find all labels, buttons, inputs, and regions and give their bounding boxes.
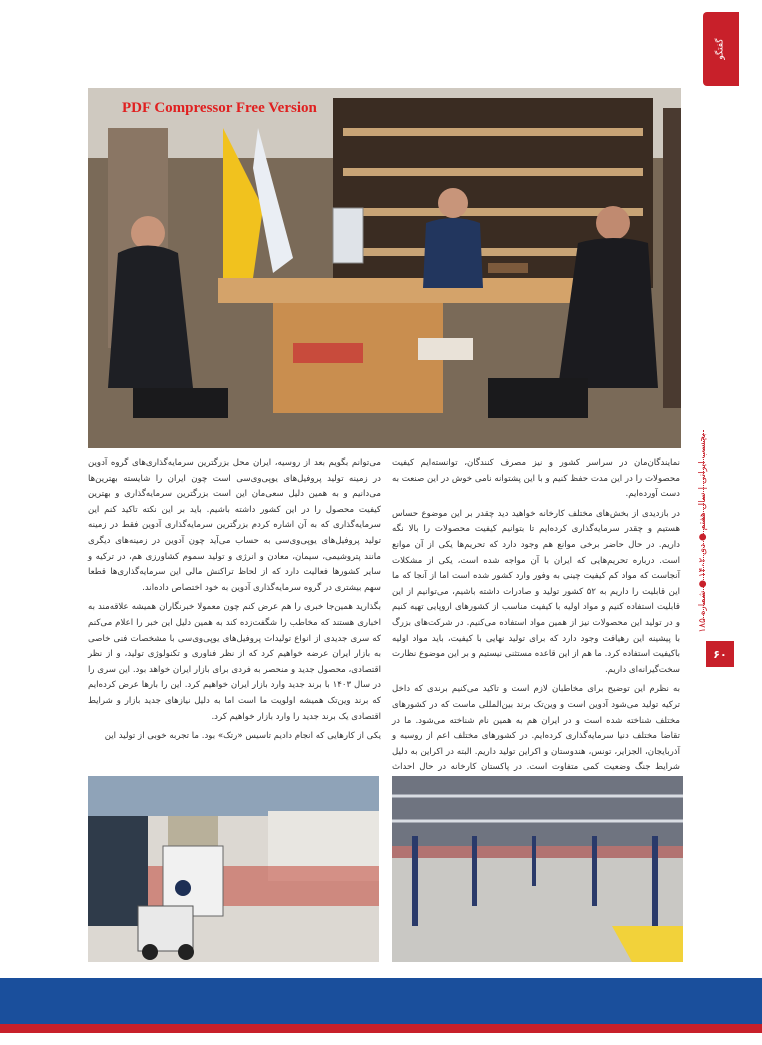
issue-caption: بچسب ایرانی | سال هفتم ● دی ۱۴۰۲ ● شماره ۱۸۵	[698, 433, 708, 633]
page-number: ۶۰	[706, 641, 734, 667]
warehouse-forklift-illustration	[88, 776, 379, 962]
paragraph: یکی از کارهایی که انجام دادیم تاسیس «رتک» بود. ما تجربه خوبی از تولید این	[104, 731, 381, 742]
section-tab	[703, 12, 739, 86]
paragraph: در بازدیدی از بخش‌های مختلف کارخانه خواهید دید چقدر بر این موضوع حساس هستیم و چقدر سرمایه‌گذاری کرده‌ایم تا بتوانیم کیفیت محصولات را بالا نگه داریم. در حال حاضر برخی موانع هم وجود دارد که تحریم‌ها یکی از آن موانع است. درباره تحریم‌هایی که ایران با آن مواجه شده است، یکی از مشکلات آنجاست که مواد کم کیفیت چینی به وفور وارد کشور شده است اما از آنجا که ما این قابلیت را داریم به ۵۲ کشور تولید و صادرات داشته باشیم، می‌توانیم از این قابلیت استفاده کنیم و مواد اولیه با کیفیت مناسب از کشورهای اروپایی تهیه کنیم و در تولید این محصولات نیز از همین مواد استفاده می‌کنیم. در شرکت‌های بزرگ با پیشینه این رهیافت وجود دارد که برای تولید نهایی با کیفیت، باید مواد اولیه باکیفیت استفاده کرد. ما هم از این قاعده مستثنی نیستیم و بر این موضوع نظارت سخت‌گیرانه‌ای داریم.	[392, 508, 680, 675]
watermark: PDF Compressor Free Version	[122, 100, 317, 116]
office-meeting-photo	[88, 88, 681, 448]
footer-band	[0, 978, 762, 1024]
section-tab-label: گفتگو	[716, 38, 726, 60]
warehouse-forklift-photo	[88, 776, 379, 962]
office-meeting-illustration	[88, 88, 681, 448]
footer-accent	[0, 1024, 762, 1033]
factory-hall-illustration	[392, 776, 683, 962]
text-column-left	[88, 456, 381, 749]
text-column-right	[392, 456, 680, 795]
paragraph: به نظرم این توضیح برای مخاطبان لازم است و تاکید می‌کنیم برندی که داخل ترکیه تولید می‌شود آدوین است و وین‌تک برند بین‌المللی ماست که در کشورهای مختلف شناخته شده است و در ایران هم به همین نام شناخته می‌شود. ما در تقاضا مختلف دنیا سرمایه‌گذاری کرده‌ایم. در کشورهای مختلف اعم از روسیه و آذربایجان، الجزایر، تونس، هندوستان و اکراین تولید داریم. البته در اکراین به دلیل شرایط جنگ وضعیت کمی متفاوت است. در پاکستان کارخانه در حال احداث	[392, 684, 680, 773]
paragraph: می‌توانم بگویم بعد از روسیه، ایران محل بزرگترین سرمایه‌گذاری‌های گروه آدوین در زمینه تولید پروفیل‌های یوپی‌وی‌سی است چون ایران را شایسته بهترین‌ها می‌دانیم و به همین دلیل سعی‌مان این است بزرگترین سرمایه‌گذاری و بهترین کیفیت محصول را در این کشور داشته باشیم. باید بر این نکته تاکید کنم این سرمایه‌گذاری که به آن اشاره کردم بزرگترین سرمایه‌گذاری آدوین فقط در زمینه تولید پروفیل‌های یوپی‌وی‌سی به حساب می‌آید چون آدوین در زمینه‌های دیگری مانند پتروشیمی، سیمان، معادن و انرژی و تولید سموم کشاورزی هم، در ترکیه و سایر کشورها فعالیت دارد که از لحاظ تراکنش مالی این سرمایه‌گذاری‌ها قطعا سهم بیشتری در گروه سرمایه‌گذاری آدوین به خود اختصاص داده‌اند.	[88, 458, 381, 593]
paragraph: بگذارید همین‌جا خبری را هم عرض کنم چون معمولا خبرنگاران همیشه علاقه‌مند به اخباری هستند که مخاطب را شگفت‌زده کند به همین دلیل این خبر را اعلام می‌کنم که سری جدیدی از انواع تولیدات پروفیل‌های یوپی‌وی‌سی با مشخصات فنی خاصی به بازار ایران عرضه خواهیم کرد که از نظر فناوری و تکنولوژی تولید، و از نظر اقتصادی، محصول جدید و منحصر به فردی برای بازار ایران خواهد بود. این سری را در سال ۱۴۰۳ با برند جدید وارد بازار ایران خواهیم کرد. این را بارها عرض کرده‌ایم که برند وین‌تک همیشه اولویت ما است اما به دلیل نیازهای جدید بازار و شرایط اقتصادی یک برند جدید را وارد بازار خواهیم کرد.	[88, 602, 381, 722]
factory-hall-photo	[392, 776, 683, 962]
paragraph: نمایندگان‌مان در سراسر کشور و نیز مصرف کنندگان، توانسته‌ایم کیفیت محصولات را در این مدت حفظ کنیم و با این پشتوانه نامی خوش در این صنعت به دست آورده‌ایم.	[392, 458, 680, 500]
